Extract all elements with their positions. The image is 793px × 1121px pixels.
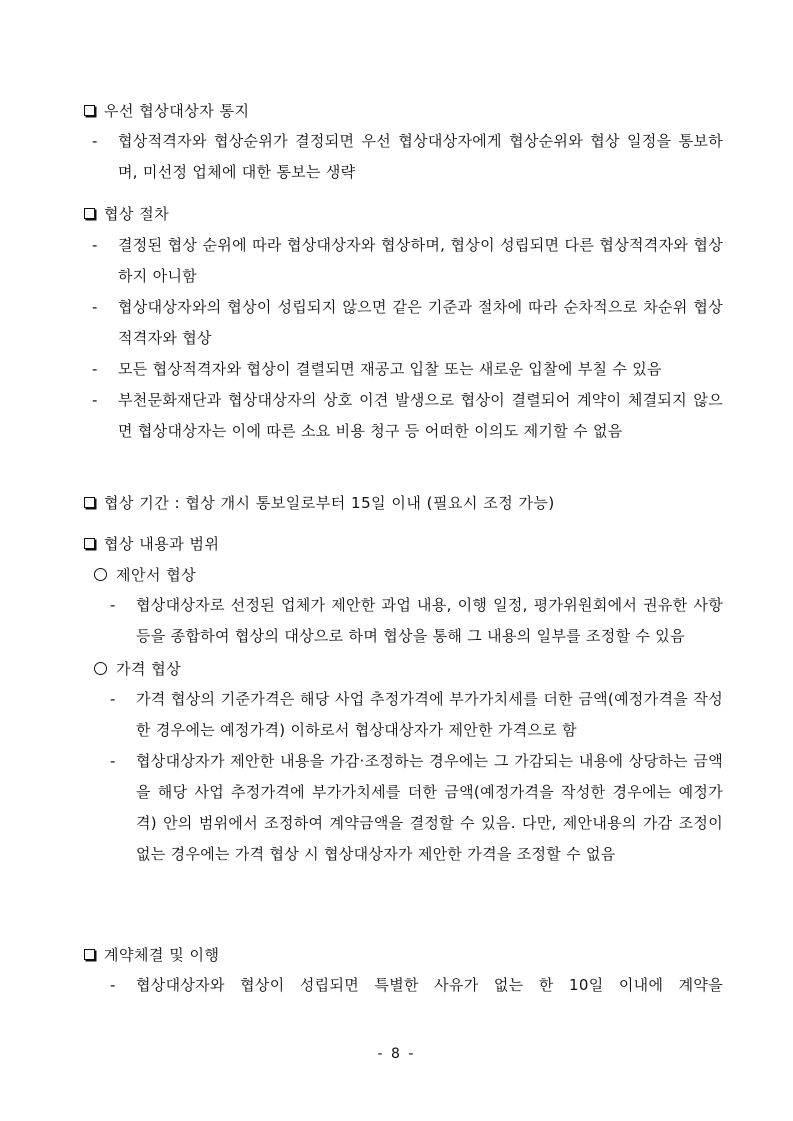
list-item-text: 부천문화재단과 협상대상자의 상호 이견 발생으로 협상이 결렬되어 계약이 체결되지 않으면 협상대상자는 이에 따른 소요 비용 청구 등 어떠한 이의도 제기할 수 없음 — [118, 391, 723, 440]
list-item — [110, 746, 723, 870]
section-title — [84, 200, 723, 226]
subsection-title — [94, 655, 723, 681]
section-period — [84, 489, 723, 515]
list-item — [110, 970, 723, 1001]
checkbox-bullet-icon — [84, 538, 95, 549]
dash-bullet: - — [92, 360, 98, 378]
dash-bullet: - — [110, 690, 116, 708]
section-title-text: 우선 협상대상자 통지 — [104, 101, 250, 120]
dash-bullet: - — [110, 976, 116, 994]
section-contract — [84, 941, 723, 1001]
dash-bullet: - — [92, 298, 98, 316]
dash-bullet: - — [92, 391, 98, 409]
subsection-title-text: 제안서 협상 — [116, 565, 197, 584]
section-scope — [84, 530, 723, 870]
section-title-text: 협상 내용과 범위 — [104, 534, 220, 553]
dash-bullet: - — [92, 132, 98, 150]
section-title-text: 협상 기간 : 협상 개시 통보일로부터 15일 이내 (필요시 조정 가능) — [104, 493, 555, 512]
section-title — [84, 941, 723, 967]
list-item-text: 협상대상자로 선정된 업체가 제안한 과업 내용, 이행 일정, 평가위원회에서 권유한 사항 등을 종합하여 협상의 대상으로 하며 협상을 통해 그 내용의 일부를 조정할 수 있음 — [136, 596, 723, 645]
list-item-text: 협상적격자와 협상순위가 결정되면 우선 협상대상자에게 협상순위와 협상 일정을 통보하며, 미선정 업체에 대한 통보는 생략 — [118, 132, 723, 181]
checkbox-bullet-icon — [84, 949, 95, 960]
list-item-text: 모든 협상적격자와 협상이 결렬되면 재공고 입찰 또는 새로운 입찰에 부칠 수 있음 — [118, 360, 662, 378]
checkbox-bullet-icon — [84, 497, 95, 508]
section-procedure — [84, 200, 723, 447]
section-title — [84, 489, 723, 515]
circle-bullet-icon — [94, 568, 107, 581]
checkbox-bullet-icon — [84, 208, 95, 219]
list-item-text: 협상대상자와의 협상이 성립되지 않으면 같은 기준과 절차에 따라 순차적으로 차순위 협상적격자와 협상 — [118, 298, 723, 347]
section-priority-notice — [84, 97, 723, 188]
section-title — [84, 97, 723, 123]
page-number: - 8 - — [377, 1046, 416, 1062]
dash-bullet: - — [92, 236, 98, 254]
section-title — [84, 530, 723, 556]
list-item — [110, 590, 723, 652]
list-item-text: 협상대상자가 제안한 내용을 가감·조정하는 경우에는 그 가감되는 내용에 상당하는 금액을 해당 사업 추정가격에 부가가치세를 더한 금액(예정가격을 작성한 경우에는 예정가격) 안의 범위에서 조정하여 계약금액을 결정할 수 있음. 다만, 제안내용의 가감 조정이 없는 경우에는 가격 협상 시 협상대상자가 제안한 가격을 조정할 수 없음 — [136, 752, 723, 863]
list-item-text: 가격 협상의 기준가격은 해당 사업 추정가격에 부가가치세를 더한 금액(예정가격을 작성한 경우에는 예정가격) 이하로서 협상대상자가 제안한 가격으로 함 — [136, 690, 723, 739]
list-item-text: 결정된 협상 순위에 따라 협상대상자와 협상하며, 협상이 성립되면 다른 협상적격자와 협상하지 아니함 — [118, 236, 723, 285]
dash-bullet: - — [110, 752, 116, 770]
list-item — [92, 230, 723, 292]
section-title-text: 협상 절차 — [104, 204, 170, 223]
circle-bullet-icon — [94, 662, 107, 675]
list-item-text: 협상대상자와 협상이 성립되면 특별한 사유가 없는 한 10일 이내에 계약을 — [136, 976, 723, 994]
list-item — [92, 354, 723, 385]
subsection-title — [94, 561, 723, 587]
list-item — [92, 126, 723, 188]
checkbox-bullet-icon — [84, 105, 95, 116]
section-title-text: 계약체결 및 이행 — [104, 945, 220, 964]
list-item — [92, 385, 723, 447]
subsection-title-text: 가격 협상 — [116, 659, 182, 678]
dash-bullet: - — [110, 596, 116, 614]
list-item — [92, 292, 723, 354]
list-item — [110, 684, 723, 746]
